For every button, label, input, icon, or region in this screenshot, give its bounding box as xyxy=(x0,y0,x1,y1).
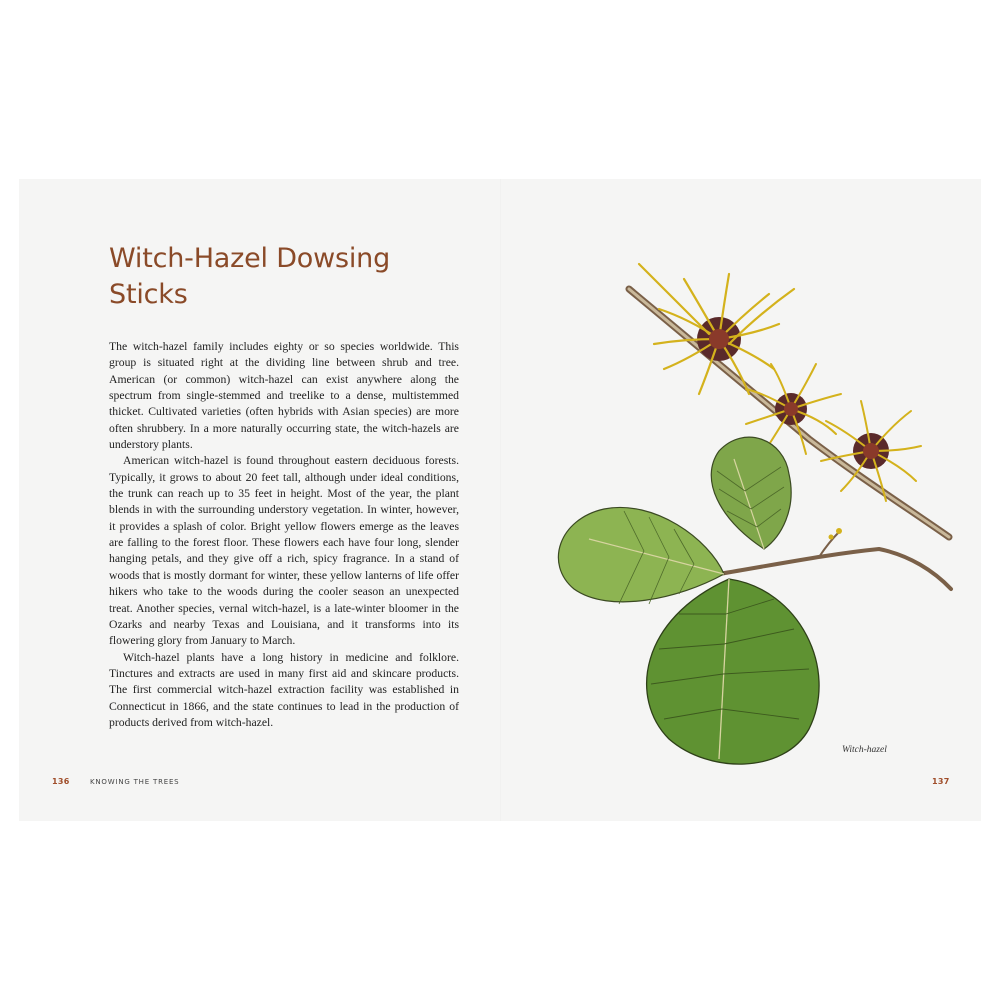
running-head: KNOWING THE TREES xyxy=(90,778,180,786)
illustration-caption: Witch-hazel xyxy=(842,745,887,755)
page-number-left: 136 xyxy=(52,777,70,786)
paragraph-1: The witch-hazel family includes eighty or so species worldwide. This group is situated right at the dividing line between shrub and tree. American (or common) witch-hazel can exist anywhere along the spectrum from single-stemmed and treelike to a dense, multistemmed thicket. Cultivated varieties (often hybrids with Asian species) are more often shrubbery. In a more naturally occurring state, the witch-hazels are understory plants. xyxy=(109,340,459,452)
flower-cluster-1 xyxy=(639,264,794,394)
paragraph-3: Witch-hazel plants have a long history in medicine and folklore. Tinctures and extracts are used in many first aid and skincare products. The first commercial witch-hazel extraction facility was established in Connecticut in 1866, and the state continues to lead in the production of products derived from witch-hazel. xyxy=(109,650,459,729)
page-number-right: 137 xyxy=(932,777,950,786)
leaf-left xyxy=(558,507,724,604)
chapter-title: Witch-Hazel Dowsing Sticks xyxy=(109,243,391,310)
leaf-top xyxy=(711,437,791,549)
paragraph-2: American witch-hazel is found throughout eastern deciduous forests. Typically, it grows to about 20 feet tall, although under ideal conditions, the trunk can reach up to 35 feet in height. Most of the year, the plant blends in with the surrounding understory vegetation. In winter, however, it provides a splash of color. Bright yellow flowers emerge as the leaves are falling to the forest floor. These flowers each have four long, slender hanging petals, and they give off a rich, spicy fragrance. In a stand of woods that is mostly dormant for winter, these yellow lanterns of life offer hikers who take to the woods during the cooler season an unexpected treat. Another species, vernal witch-hazel, is a late-winter bloomer in the Ozarks and nearby Texas and Louisiana, and it transforms into its flowering glory from January to March. xyxy=(109,454,459,648)
body-text xyxy=(109,339,459,731)
gutter xyxy=(500,179,501,821)
leaf-bottom xyxy=(647,579,819,764)
witch-hazel-illustration xyxy=(519,219,959,779)
book-spread xyxy=(19,179,981,821)
